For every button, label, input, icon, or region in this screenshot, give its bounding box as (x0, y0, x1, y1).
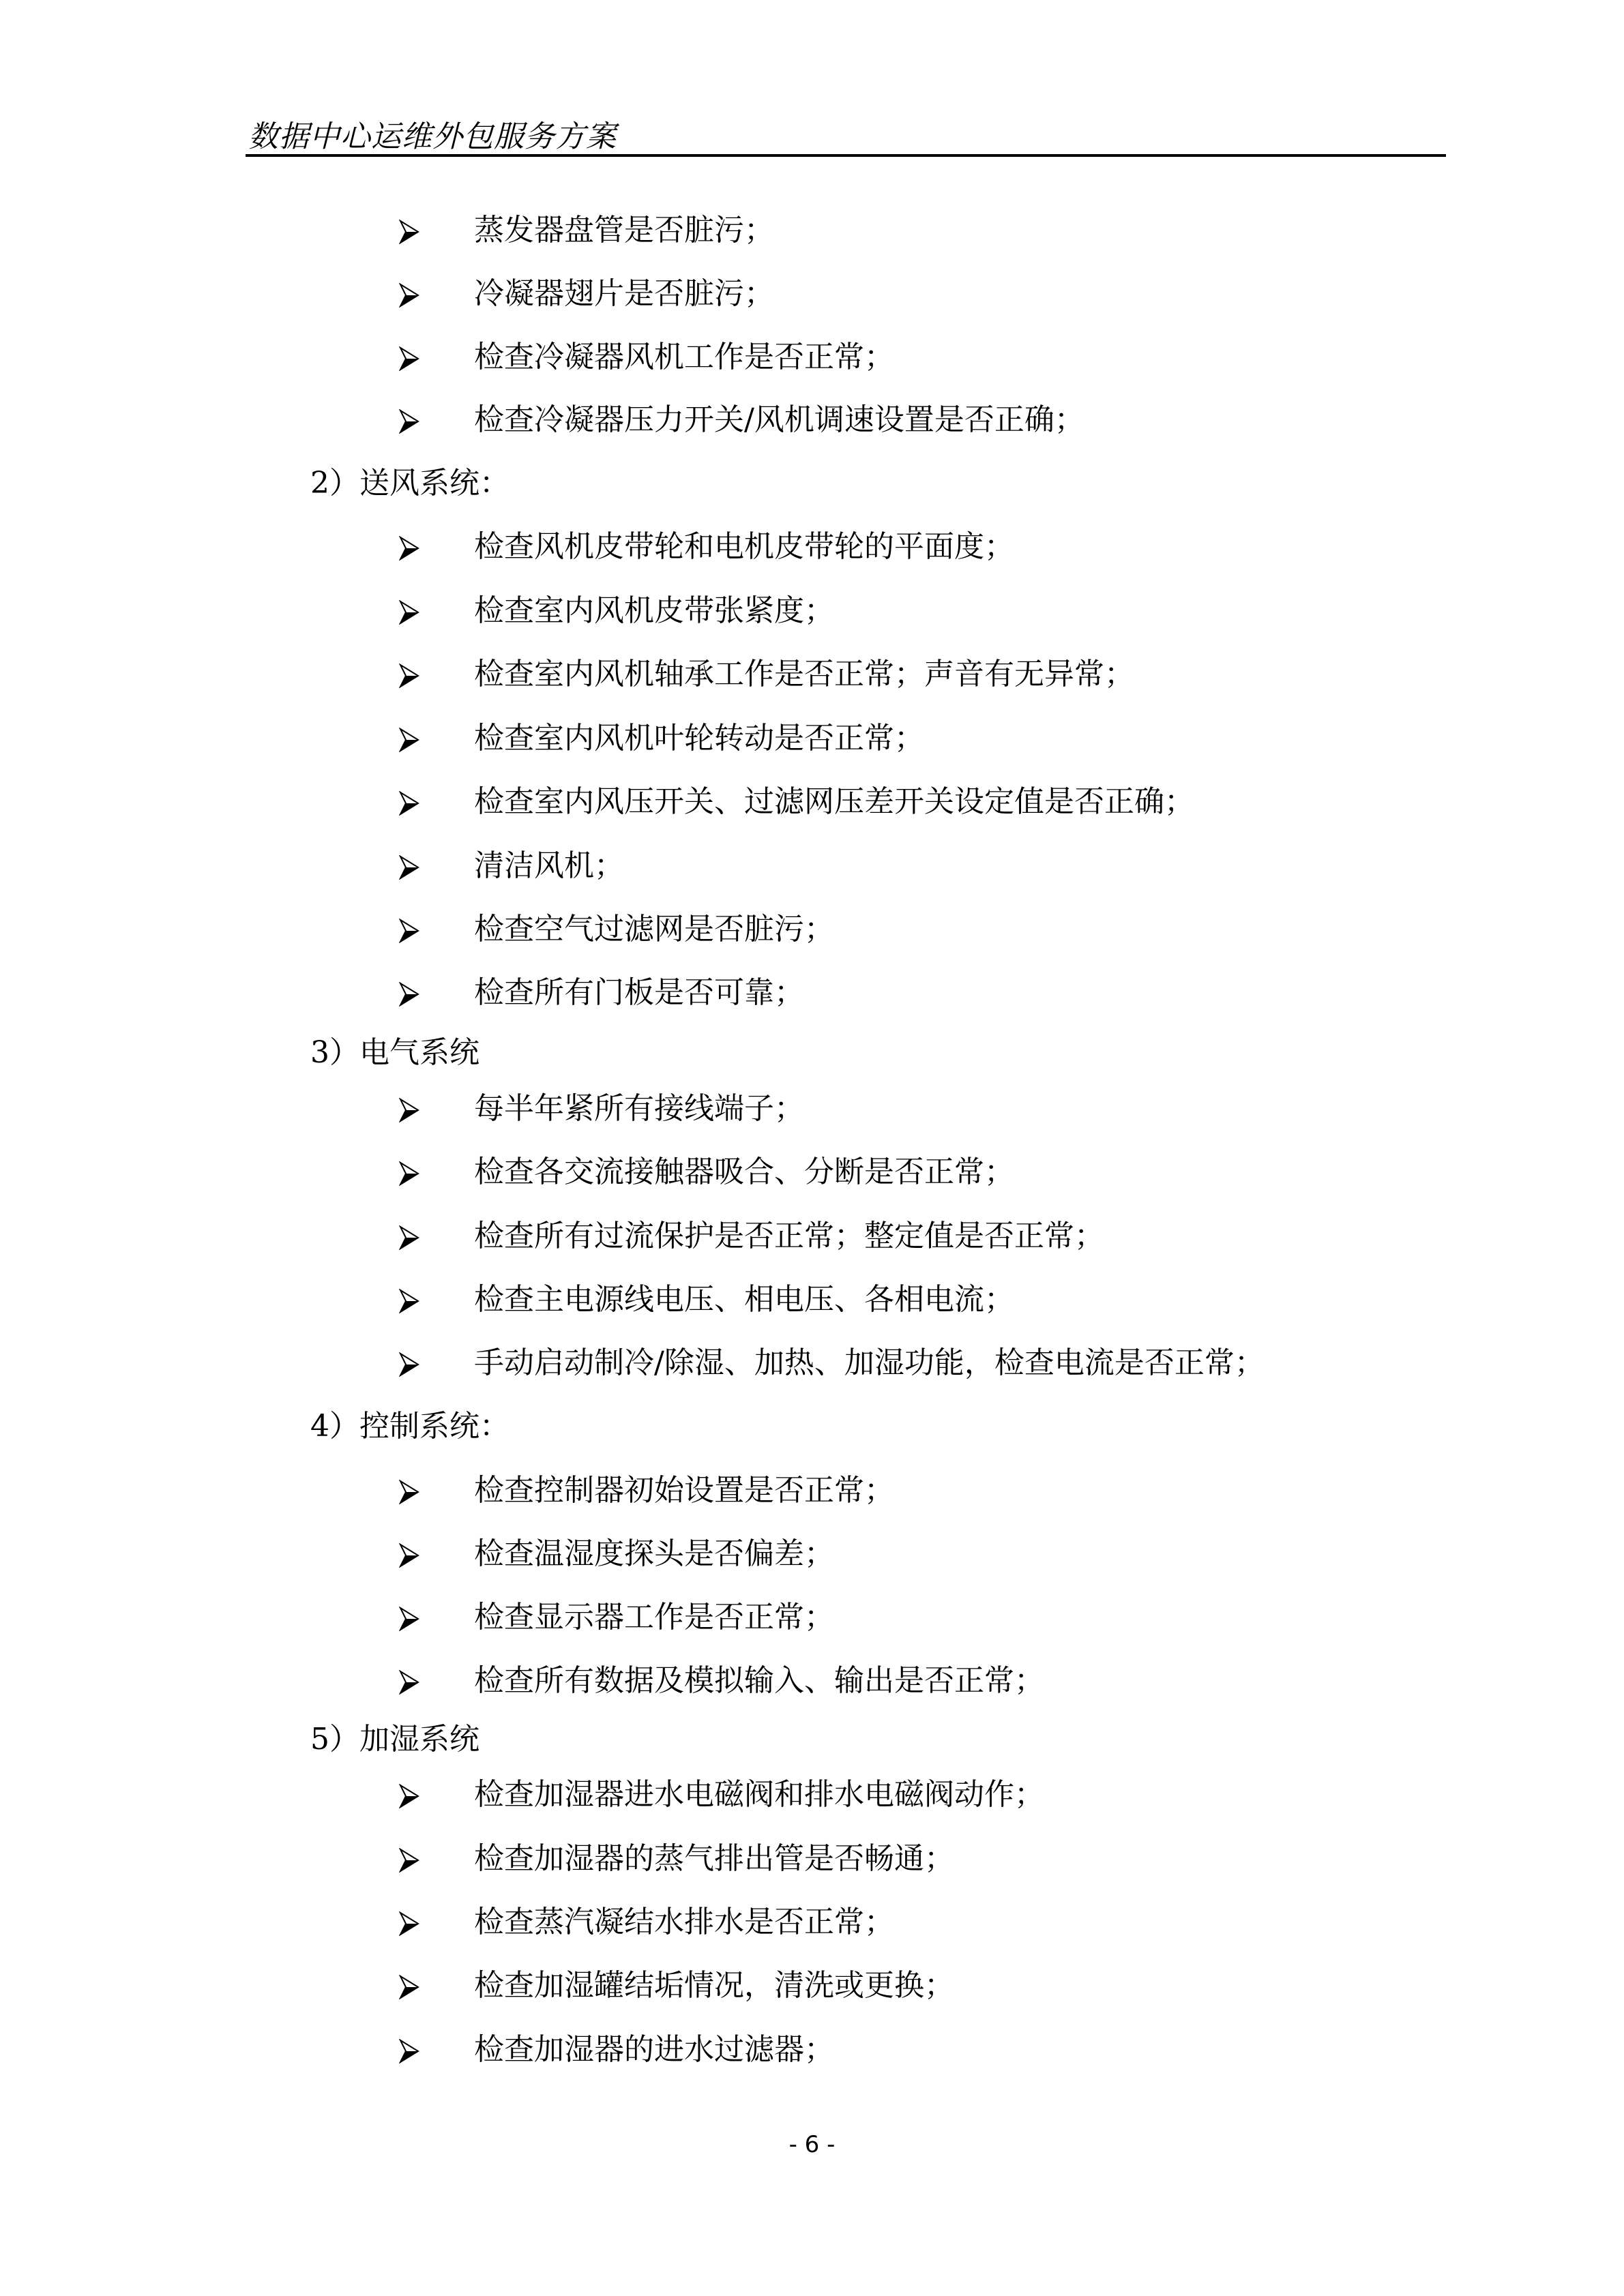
list-item-text: 检查控制器初始设置是否正常； (474, 1473, 894, 1508)
section-heading: 2）送风系统： (310, 466, 510, 501)
list-item-text: 检查空气过滤网是否脏污； (474, 912, 834, 946)
arrow-bullet-icon (399, 1159, 419, 1183)
arrow-bullet-icon (399, 661, 419, 685)
arrow-bullet-icon (399, 852, 419, 877)
list-item-text: 检查室内风机皮带张紧度； (474, 593, 834, 628)
list-item-text: 检查蒸汽凝结水排水是否正常； (474, 1905, 894, 1939)
list-item-text: 检查显示器工作是否正常； (474, 1600, 834, 1635)
arrow-bullet-icon (399, 533, 419, 558)
arrow-bullet-icon (399, 1667, 419, 1692)
page-number: - 6 - (788, 2131, 836, 2158)
arrow-bullet-icon (399, 1286, 419, 1311)
list-item-text: 每半年紧所有接线端子； (474, 1091, 804, 1126)
list-item-text: 检查主电源线电压、相电压、各相电流； (474, 1282, 1014, 1317)
list-item-text: 清洁风机； (474, 848, 624, 883)
arrow-bullet-icon (399, 979, 419, 1004)
arrow-bullet-icon (399, 725, 419, 749)
section-heading: 4）控制系统： (310, 1409, 510, 1444)
arrow-bullet-icon (399, 2036, 419, 2061)
list-item-text: 检查所有数据及模拟输入、输出是否正常； (474, 1663, 1044, 1698)
arrow-bullet-icon (399, 597, 419, 622)
list-item-text: 检查所有门板是否可靠； (474, 975, 804, 1010)
list-item-text: 手动启动制冷/除湿、加热、加湿功能，检查电流是否正常； (474, 1345, 1265, 1380)
list-item-text: 检查加湿器的进水过滤器； (474, 2032, 834, 2067)
arrow-bullet-icon (399, 406, 419, 431)
arrow-bullet-icon (399, 1477, 419, 1502)
list-item-text: 检查加湿罐结垢情况，清洗或更换； (474, 1968, 954, 2003)
list-item-text: 检查各交流接触器吸合、分断是否正常； (474, 1154, 1014, 1189)
list-item-text: 检查温湿度探头是否偏差； (474, 1536, 834, 1571)
arrow-bullet-icon (399, 1540, 419, 1565)
list-item-text: 蒸发器盘管是否脏污； (474, 213, 774, 248)
list-item-text: 检查冷凝器压力开关/风机调速设置是否正确； (474, 402, 1084, 437)
arrow-bullet-icon (399, 1350, 419, 1374)
arrow-bullet-icon (399, 344, 419, 368)
arrow-bullet-icon (399, 280, 419, 305)
arrow-bullet-icon (399, 1223, 419, 1247)
list-item-text: 检查室内风机叶轮转动是否正常； (474, 721, 924, 756)
arrow-bullet-icon (399, 1909, 419, 1933)
list-item-text: 冷凝器翅片是否脏污； (474, 276, 774, 311)
arrow-bullet-icon (399, 1095, 419, 1120)
page-header (246, 109, 1446, 157)
list-item-text: 检查冷凝器风机工作是否正常； (474, 340, 894, 374)
document-title: 数据中心运维外包服务方案 (248, 119, 617, 154)
arrow-bullet-icon (399, 1604, 419, 1628)
arrow-bullet-icon (399, 1781, 419, 1806)
arrow-bullet-icon (399, 1972, 419, 1997)
arrow-bullet-icon (399, 916, 419, 940)
list-item-text: 检查加湿器进水电磁阀和排水电磁阀动作； (474, 1777, 1044, 1812)
list-item-text: 检查加湿器的蒸气排出管是否畅通； (474, 1841, 954, 1876)
arrow-bullet-icon (399, 788, 419, 813)
arrow-bullet-icon (399, 217, 419, 241)
list-item-text: 检查室内风压开关、过滤网压差开关设定值是否正确； (474, 784, 1194, 819)
list-item-text: 检查所有过流保护是否正常；整定值是否正常； (474, 1219, 1104, 1253)
list-item-text: 检查室内风机轴承工作是否正常；声音有无异常； (474, 657, 1134, 691)
section-heading: 5）加湿系统 (310, 1722, 479, 1757)
list-item-text: 检查风机皮带轮和电机皮带轮的平面度； (474, 529, 1014, 564)
section-heading: 3）电气系统 (310, 1035, 479, 1070)
arrow-bullet-icon (399, 1845, 419, 1870)
